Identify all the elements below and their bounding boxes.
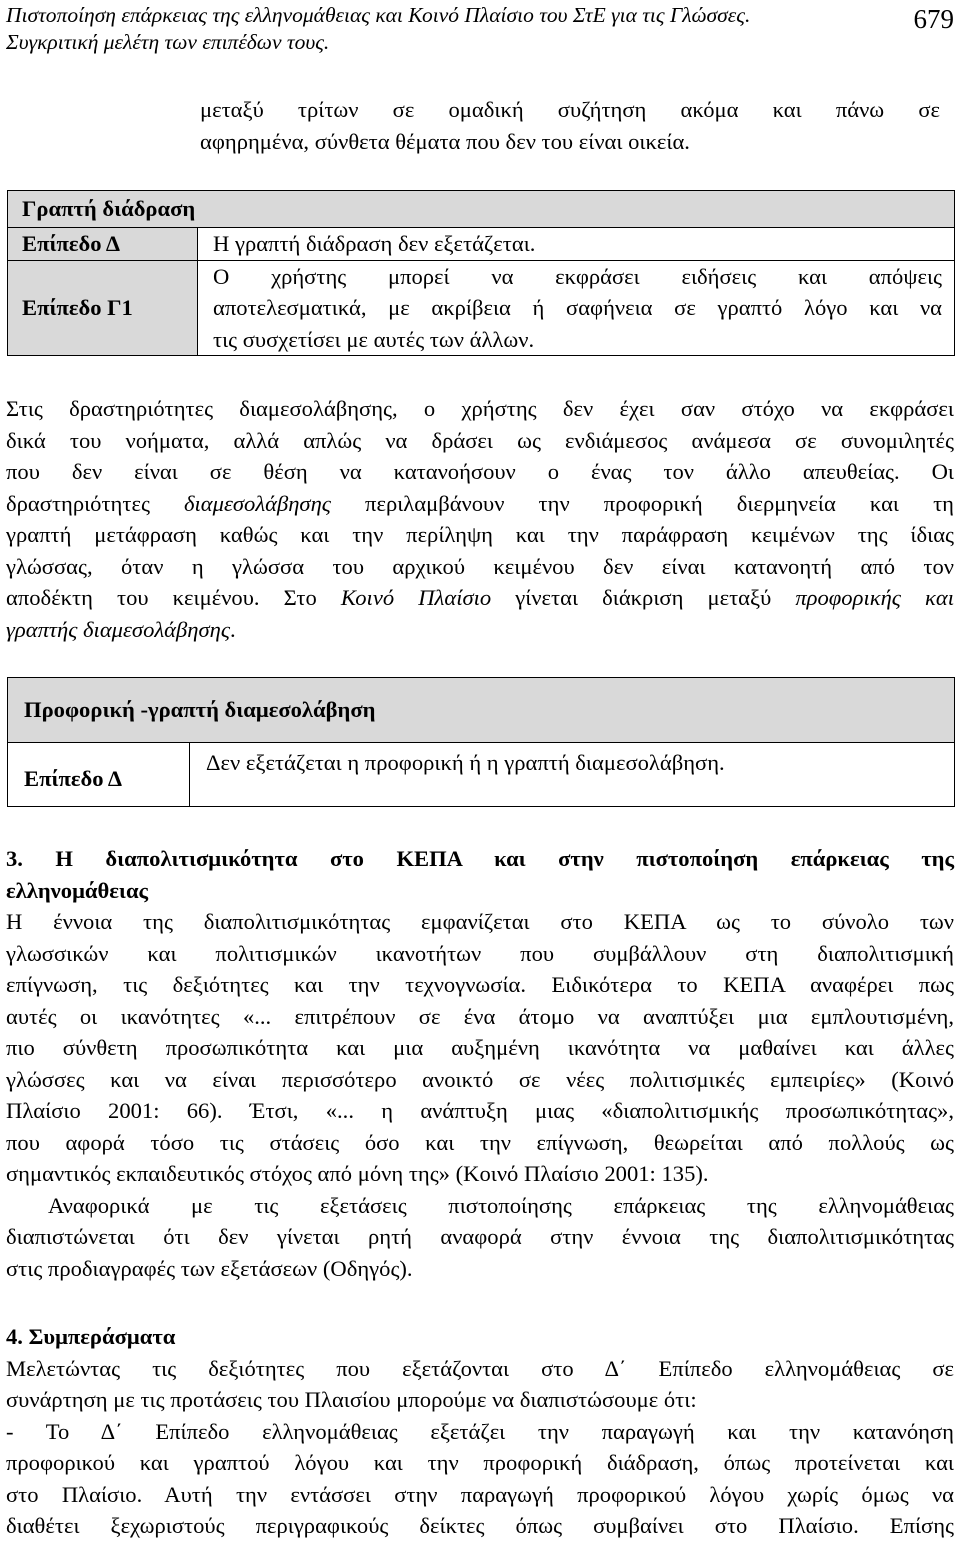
level-label: Επίπεδο Δ	[8, 228, 198, 261]
level-description: Η γραπτή διάδραση δεν εξετάζεται.	[198, 228, 955, 261]
paragraph-line: διαπιστώνεται ότι δεν γίνεται ρητή αναφορά στην έννοια της διαπολιτισμικότητας	[6, 1224, 954, 1249]
paragraph-line: σημαντικός εκπαιδευτικός στόχος από μόνη της» (Κοινό Πλαίσιο 2001: 135).	[6, 1161, 709, 1186]
running-title-line1: Πιστοποίηση επάρκειας της ελληνομάθειας και Κοινό Πλαίσιο του ΣτΕ για τις Γλώσσες.	[6, 3, 751, 27]
paragraph-line: Αναφορικά με τις εξετάσεις πιστοποίησης επάρκειας της ελληνομάθειας	[48, 1192, 954, 1218]
paragraph-line: που δεν είναι σε θέση να κατανοήσουν ο ένας τον άλλο απευθείας. Οι	[6, 459, 954, 484]
paragraph-line: Μελετώντας τις δεξιότητες που εξετάζονται στο Δ΄ Επίπεδο ελληνομάθειας σε	[6, 1355, 954, 1381]
table-continuation	[200, 94, 940, 157]
table-title: Προφορική -γραπτή διαμεσολάβηση	[8, 678, 955, 743]
paragraph-line: Η έννοια της διαπολιτισμικότητας εμφανίζεται στο ΚΕΠΑ ως το σύνολο των	[6, 909, 954, 934]
section-heading: ελληνομάθειας	[6, 877, 149, 903]
text-run: δραστηριότητες	[6, 490, 184, 516]
continuation-line: αφηρημένα, σύνθετα θέματα που δεν του είναι οικεία.	[200, 128, 690, 154]
section-4	[6, 1321, 954, 1542]
italic-term: διαμεσολάβησης	[184, 490, 331, 516]
italic-term: προφορικής και	[795, 585, 954, 610]
level-description-line: Ο χρήστης μπορεί να εκφράσει ειδήσεις και απόψεις	[213, 263, 942, 289]
text-run: .	[230, 616, 236, 642]
level-label: Επίπεδο Γ1	[8, 260, 198, 356]
paragraph-line: πιο σύνθετη προσωπικότητα και μια αυξημένη ικανότητα να μαθαίνει και άλλες	[6, 1035, 954, 1060]
table-title: Γραπτή διάδραση	[8, 191, 955, 228]
paragraph-line: αυτές οι ικανότητες «... επιτρέπουν σε ένα άτομο να αναπτύξει μια εμπλουτισμένη,	[6, 1003, 954, 1029]
paragraph-line: διαθέτει ξεχωριστούς περιγραφικούς δείκτες όπως συμβαίνει στο Πλαίσιο. Επίσης	[6, 1513, 954, 1538]
running-title-line2: Συγκριτική μελέτη των επιπέδων τους.	[6, 30, 330, 54]
paragraph-line: Στις δραστηριότητες διαμεσολάβησης, ο χρήστης δεν έχει σαν στόχο να εκφράσει	[6, 396, 954, 421]
written-interaction-table	[7, 190, 955, 356]
mediation-table	[7, 677, 955, 807]
text-run: γίνεται διάκριση μεταξύ	[491, 585, 796, 610]
section-heading: 4. Συμπεράσματα	[6, 1324, 176, 1349]
continuation-line: μεταξύ τρίτων σε ομαδική συζήτηση ακόμα και πάνω σε	[200, 97, 940, 122]
paragraph-line	[6, 488, 954, 520]
paragraph-line	[6, 614, 954, 646]
paragraph-line: στις προδιαγραφές των εξετάσεων (Οδηγός).	[6, 1255, 413, 1281]
text-run: περιλαμβάνουν την προφορική διερμηνεία και τη	[330, 490, 954, 516]
page-number: 679	[913, 4, 954, 34]
italic-term: Κοινό Πλαίσιο	[340, 585, 492, 610]
text-run: αποδέκτη του κειμένου. Στο	[6, 585, 341, 610]
paragraph-line: συνάρτηση με τις προτάσεις του Πλαισίου μπορούμε να διαπιστώσουμε ότι:	[6, 1387, 697, 1412]
level-description: Δεν εξετάζεται η προφορική ή η γραπτή διαμεσολάβηση.	[190, 743, 955, 807]
paragraph-line: γλώσσες και να είναι περισσότερο ανοικτό σε νέες πολιτισμικές εμπειρίες» (Κοινό	[6, 1066, 954, 1092]
paragraph-line: Πλαίσιο 2001: 66). Έτσι, «... η ανάπτυξη μιας «διαπολιτισμικής προσωπικότητας»,	[6, 1098, 954, 1123]
level-description-line: αποτελεσματικά, με ακρίβεια ή σαφήνεια σε γραπτό λόγο και να	[213, 295, 942, 320]
level-label: Επίπεδο Δ	[8, 743, 190, 807]
level-description-line: τις συσχετίσει με αυτές των άλλων.	[213, 326, 535, 352]
paragraph-line	[6, 582, 954, 614]
paragraph-line: προφορικού και γραπτού λόγου και την προφορική διάδραση, όπως προτείνεται και	[6, 1450, 954, 1475]
paragraph-line: δικά του νοήματα, αλλά απλώς να δράσει ως ενδιάμεσος ανάμεσα σε συνομιλητές	[6, 427, 954, 453]
level-description	[198, 260, 955, 356]
paragraph-line: που αφορά τόσο τις στάσεις όσο και την επίγνωση, θεωρείται από πολλούς ως	[6, 1129, 954, 1155]
paragraph-line: στο Πλαίσιο. Αυτή την εντάσσει στην παραγωγή προφορικού λόγου χωρίς όμως να	[6, 1481, 954, 1507]
section-heading: 3. Η διαπολιτισμικότητα στο ΚΕΠΑ και στην πιστοποίηση επάρκειας της	[6, 846, 954, 871]
italic-term: γραπτής διαμεσολάβησης	[6, 616, 230, 642]
section-3	[6, 843, 954, 1284]
paragraph-line: γλωσσικών και πολιτισμικών ικανοτήτων που συμβάλλουν στη διαπολιτισμική	[6, 940, 954, 966]
paragraph-line: - Το Δ΄ Επίπεδο ελληνομάθειας εξετάζει την παραγωγή και την κατανόηση	[6, 1418, 954, 1444]
paragraph-line: επίγνωση, τις δεξιότητες και την τεχνογνωσία. Ειδικότερα το ΚΕΠΑ αναφέρει πως	[6, 972, 954, 997]
paragraph-line: γραπτή μετάφραση καθώς και την περίληψη και την παράφραση κειμένων της ίδιας	[6, 522, 954, 547]
mediation-paragraph	[6, 393, 954, 645]
running-header	[6, 2, 886, 56]
paragraph-line: γλώσσας, όταν η γλώσσα του αρχικού κειμένου δεν είναι κατανοητή από τον	[6, 553, 954, 579]
